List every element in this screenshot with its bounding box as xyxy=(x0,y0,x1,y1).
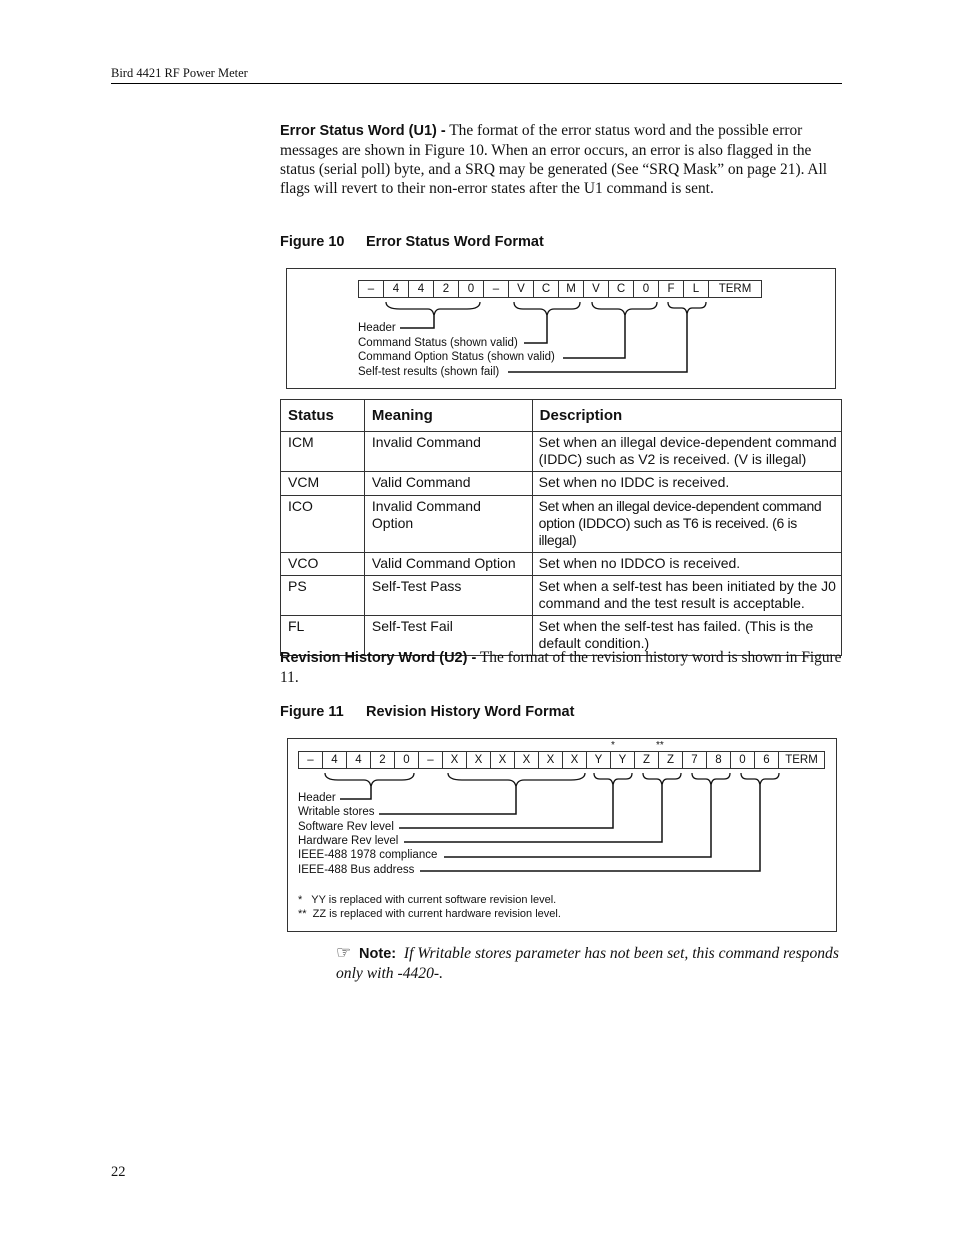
brace-writable-stores xyxy=(448,773,585,787)
status-description: Set when a self-test has been initiated by the J0 command and the test result is acceptable. xyxy=(532,576,841,616)
fig11-label-bus-address: IEEE-488 Bus address xyxy=(298,864,415,876)
brace-bus-address xyxy=(741,773,779,785)
fig11-label-ieee-compliance: IEEE-488 1978 compliance xyxy=(298,849,438,861)
word-cell: X xyxy=(490,751,515,769)
word-cell: – xyxy=(483,280,509,298)
word-cell: 2 xyxy=(370,751,395,769)
brace-hardware-rev xyxy=(643,773,681,785)
status-meaning: Valid Command Option xyxy=(364,553,532,576)
word-cell: 7 xyxy=(682,751,707,769)
word-cell: 2 xyxy=(433,280,459,298)
revision-history-heading: Revision History Word (U2) - xyxy=(280,650,477,666)
footnote-zz: ** ZZ is replaced with current hardware revision level. xyxy=(298,908,561,920)
word-cell: X xyxy=(538,751,563,769)
note-text: If Writable stores parameter has not been set, this command responds only with -4420-. xyxy=(336,945,839,982)
footnote-yy: * YY is replaced with current software revision level. xyxy=(298,894,557,906)
word-cell: X xyxy=(466,751,491,769)
fig11-label-header: Header xyxy=(298,792,336,804)
word-cell: F xyxy=(658,280,684,298)
status-meaning: Invalid Command Option xyxy=(364,496,532,553)
status-code: ICO xyxy=(281,496,365,553)
fig11-label-writable-stores: Writable stores xyxy=(298,806,375,818)
fig11-label-software-rev: Software Rev level xyxy=(298,821,394,833)
word-cell: 8 xyxy=(706,751,731,769)
word-cell: 6 xyxy=(754,751,779,769)
word-cell: Y xyxy=(586,751,611,769)
word-cell: 0 xyxy=(394,751,419,769)
word-cell: 4 xyxy=(346,751,371,769)
column-header-meaning: Meaning xyxy=(364,400,532,432)
status-code: FL xyxy=(281,616,365,656)
fig10-label-self-test: Self-test results (shown fail) xyxy=(358,366,500,378)
error-status-body: The format of the error status word and the possible error messages are shown in Figure 10. When an error occurs, an error is also flagged in the status (serial poll) byte, and a SRQ may be generated (See “SRQ Mask” on page 21). All flags will revert to their non-error states after the U1 command is sent. xyxy=(280,122,828,197)
word-cell: V xyxy=(583,280,609,298)
status-code: VCM xyxy=(281,472,365,496)
word-cell: C xyxy=(533,280,559,298)
word-cell: Z xyxy=(634,751,659,769)
word-cell: L xyxy=(683,280,709,298)
status-description: Set when no IDDC is received. xyxy=(532,472,841,496)
column-header-status: Status xyxy=(281,400,365,432)
figure-10-title: Error Status Word Format xyxy=(366,234,544,250)
word-cell: X xyxy=(442,751,467,769)
brace-ieee-compliance xyxy=(692,773,730,785)
word-cell: M xyxy=(558,280,584,298)
figure-10-number: Figure 10 xyxy=(280,234,345,250)
column-header-description: Description xyxy=(532,400,841,432)
word-cell: 0 xyxy=(633,280,659,298)
status-description: Set when an illegal device-dependent command (IDDC) such as V2 is received. (V is illegal) xyxy=(532,432,841,472)
word-cell: Z xyxy=(658,751,683,769)
status-description: Set when an illegal device-dependent command option (IDDCO) such as T6 is received. (6 is illegal) xyxy=(532,496,841,553)
footnote-marker-double: ** xyxy=(656,740,664,751)
fig10-label-header: Header xyxy=(358,322,396,334)
word-cell: Y xyxy=(610,751,635,769)
word-cell: X xyxy=(514,751,539,769)
note-block xyxy=(336,943,842,983)
status-description: Set when no IDDCO is received. xyxy=(532,553,841,576)
brace-header xyxy=(325,773,414,787)
word-cell: V xyxy=(508,280,534,298)
fig10-label-command-option-status: Command Option Status (shown valid) xyxy=(358,351,555,363)
status-code: PS xyxy=(281,576,365,616)
footnote-marker-single: * xyxy=(611,740,615,751)
word-cell: – xyxy=(358,280,384,298)
figure-11-number: Figure 11 xyxy=(280,704,344,720)
word-cell: 4 xyxy=(383,280,409,298)
status-meaning: Self-Test Pass xyxy=(364,576,532,616)
word-cell: – xyxy=(418,751,443,769)
fig11-label-hardware-rev: Hardware Rev level xyxy=(298,835,399,847)
status-meaning: Invalid Command xyxy=(364,432,532,472)
leader-ieee-compliance xyxy=(444,785,711,857)
fig10-label-command-status: Command Status (shown valid) xyxy=(358,337,518,349)
pointing-hand-icon: ☞ xyxy=(336,943,352,962)
word-cell: 0 xyxy=(458,280,484,298)
word-cell: C xyxy=(608,280,634,298)
leader-software-rev xyxy=(399,785,613,828)
status-code: VCO xyxy=(281,553,365,576)
word-cell: X xyxy=(562,751,587,769)
running-head: Bird 4421 RF Power Meter xyxy=(111,66,248,80)
leader-writable-stores xyxy=(379,787,516,814)
error-status-heading: Error Status Word (U1) - xyxy=(280,123,446,139)
word-cell: 4 xyxy=(408,280,434,298)
word-cell: 4 xyxy=(322,751,347,769)
status-meaning: Valid Command xyxy=(364,472,532,496)
figure-11-title: Revision History Word Format xyxy=(366,704,575,720)
word-cell-term: TERM xyxy=(778,751,825,769)
word-cell: 0 xyxy=(730,751,755,769)
revision-history-body: The format of the revision history word is shown in Figure 11. xyxy=(280,649,842,686)
status-description: Set when the self-test has failed. (This is the default condition.) xyxy=(532,616,841,656)
status-meaning: Self-Test Fail xyxy=(364,616,532,656)
brace-software-rev xyxy=(594,773,632,785)
word-cell-term: TERM xyxy=(708,280,762,298)
leader-header xyxy=(340,787,371,799)
word-cell: – xyxy=(298,751,323,769)
status-code: ICM xyxy=(281,432,365,472)
note-label: Note: xyxy=(359,946,397,962)
page-number: 22 xyxy=(111,1164,126,1180)
